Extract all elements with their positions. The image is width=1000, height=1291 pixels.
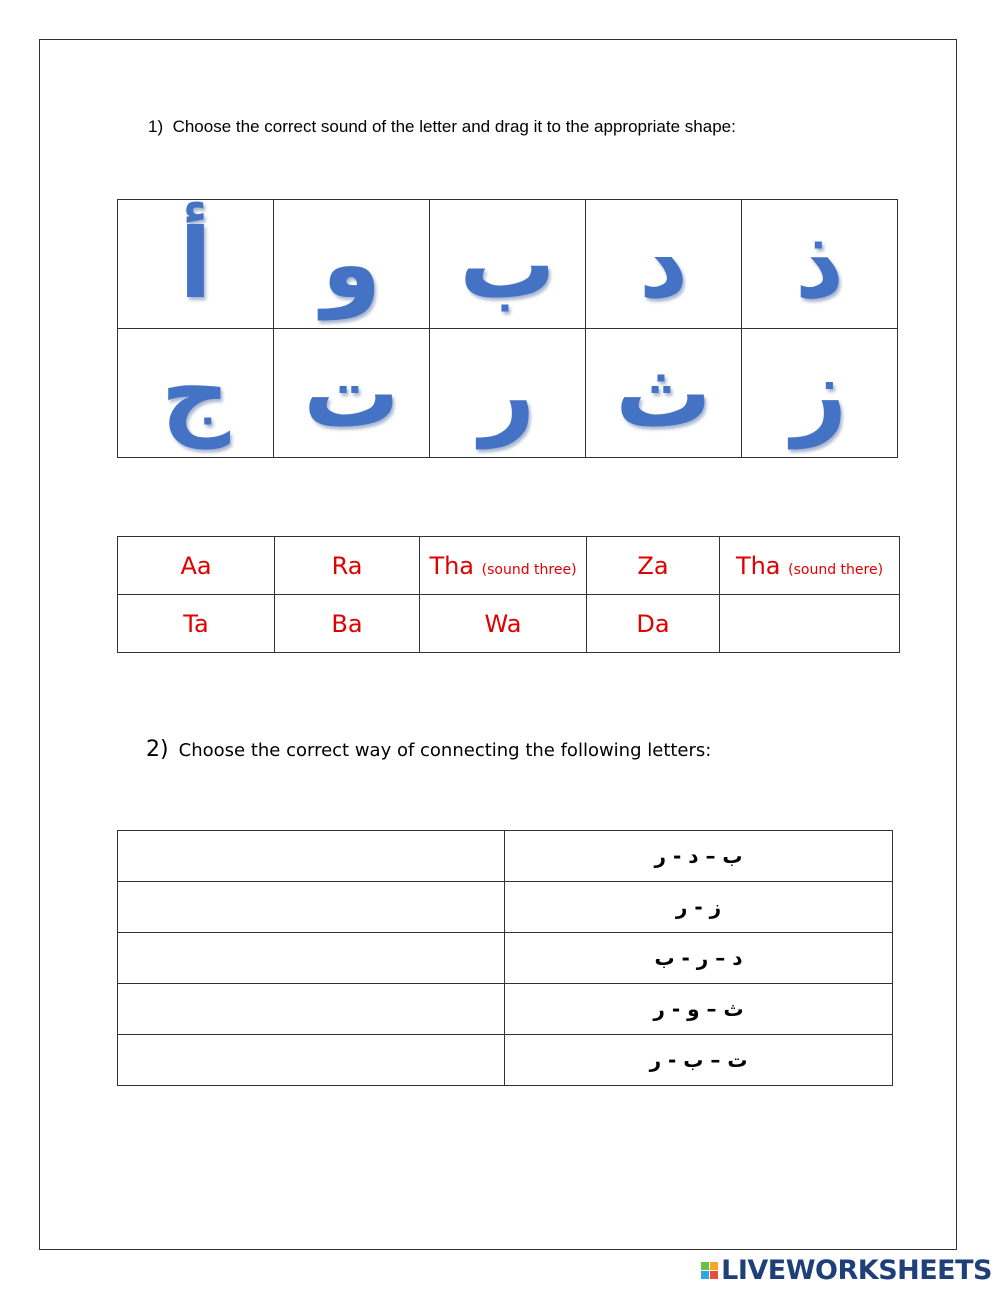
letter-cell[interactable] xyxy=(274,200,430,329)
sound-option[interactable] xyxy=(420,537,587,595)
sound-option[interactable] xyxy=(118,595,275,653)
sound-note: (sound there) xyxy=(788,561,884,578)
connect-row xyxy=(118,882,893,933)
answer-drop-cell[interactable] xyxy=(118,933,505,984)
letter-sequence: ت – ب - ر xyxy=(649,1048,748,1072)
letter-sequence: ب – د - ر xyxy=(654,844,743,868)
sound-option[interactable] xyxy=(720,537,900,595)
sound-label: Aa xyxy=(180,551,212,580)
letters-row xyxy=(118,329,898,458)
sound-label: Tha xyxy=(429,551,475,580)
arabic-letter: ث xyxy=(615,337,712,449)
sound-option[interactable] xyxy=(275,537,420,595)
arabic-letter: و xyxy=(321,208,382,320)
letters-row xyxy=(118,200,898,329)
letter-sequence-cell xyxy=(505,933,893,984)
letter-sequence-cell xyxy=(505,1035,893,1086)
sounds-row xyxy=(118,595,900,653)
connect-row xyxy=(118,933,893,984)
letter-cell[interactable] xyxy=(742,329,898,458)
answer-drop-cell[interactable] xyxy=(118,882,505,933)
sound-label: Tha xyxy=(735,551,781,580)
letter-cell[interactable] xyxy=(430,329,586,458)
answer-drop-cell[interactable] xyxy=(118,984,505,1035)
letters-grid xyxy=(117,199,898,458)
arabic-letter: ز xyxy=(791,337,848,449)
sounds-grid xyxy=(117,536,900,653)
sounds-row xyxy=(118,537,900,595)
connect-letters-table xyxy=(117,830,893,1086)
letter-cell[interactable] xyxy=(430,200,586,329)
sound-option-empty xyxy=(720,595,900,653)
arabic-letter: ر xyxy=(479,337,536,449)
letter-sequence-cell xyxy=(505,984,893,1035)
question-2 xyxy=(146,737,711,762)
sound-option[interactable] xyxy=(118,537,275,595)
logo-square xyxy=(701,1271,709,1279)
sound-label: Ra xyxy=(331,551,363,580)
letter-cell[interactable] xyxy=(586,329,742,458)
sound-label: Wa xyxy=(484,609,522,638)
letter-sequence-cell xyxy=(505,831,893,882)
letter-sequence: ز - ر xyxy=(675,895,722,919)
letter-cell[interactable] xyxy=(274,329,430,458)
letter-sequence: د – ر - ب xyxy=(654,946,743,970)
letter-cell[interactable] xyxy=(118,329,274,458)
sound-label: Ta xyxy=(183,609,209,638)
letter-cell[interactable] xyxy=(118,200,274,329)
letter-sequence: ث – و - ر xyxy=(653,997,744,1021)
arabic-letter: أ xyxy=(179,208,212,320)
letter-cell[interactable] xyxy=(586,200,742,329)
arabic-letter: ذ xyxy=(794,208,845,320)
logo-square xyxy=(701,1262,709,1270)
question-1-number: 1) xyxy=(148,117,164,136)
answer-drop-cell[interactable] xyxy=(118,831,505,882)
arabic-letter: ب xyxy=(459,208,556,320)
arabic-letter: ج xyxy=(160,337,231,449)
arabic-letter: د xyxy=(638,208,689,320)
connect-row xyxy=(118,831,893,882)
logo-square xyxy=(710,1271,718,1279)
connect-row xyxy=(118,1035,893,1086)
brand-text: LIVEWORKSHEETS xyxy=(721,1255,992,1286)
logo-square xyxy=(710,1262,718,1270)
sound-label: Da xyxy=(636,609,670,638)
question-1 xyxy=(148,117,736,137)
letter-sequence-cell xyxy=(505,882,893,933)
question-2-text: Choose the correct way of connecting the following letters: xyxy=(178,740,712,761)
connect-row xyxy=(118,984,893,1035)
arabic-letter: ت xyxy=(303,337,400,449)
liveworksheets-icon xyxy=(701,1262,718,1279)
answer-drop-cell[interactable] xyxy=(118,1035,505,1086)
sound-option[interactable] xyxy=(420,595,587,653)
sound-label: Za xyxy=(637,551,669,580)
liveworksheets-logo[interactable] xyxy=(701,1255,992,1286)
sound-label: Ba xyxy=(331,609,363,638)
letter-cell[interactable] xyxy=(742,200,898,329)
sound-option[interactable] xyxy=(275,595,420,653)
sound-option[interactable] xyxy=(587,537,720,595)
question-2-number: 2) xyxy=(146,737,169,762)
sound-note: (sound three) xyxy=(481,561,577,578)
sound-option[interactable] xyxy=(587,595,720,653)
question-1-text: Choose the correct sound of the letter and drag it to the appropriate shape: xyxy=(172,117,736,136)
